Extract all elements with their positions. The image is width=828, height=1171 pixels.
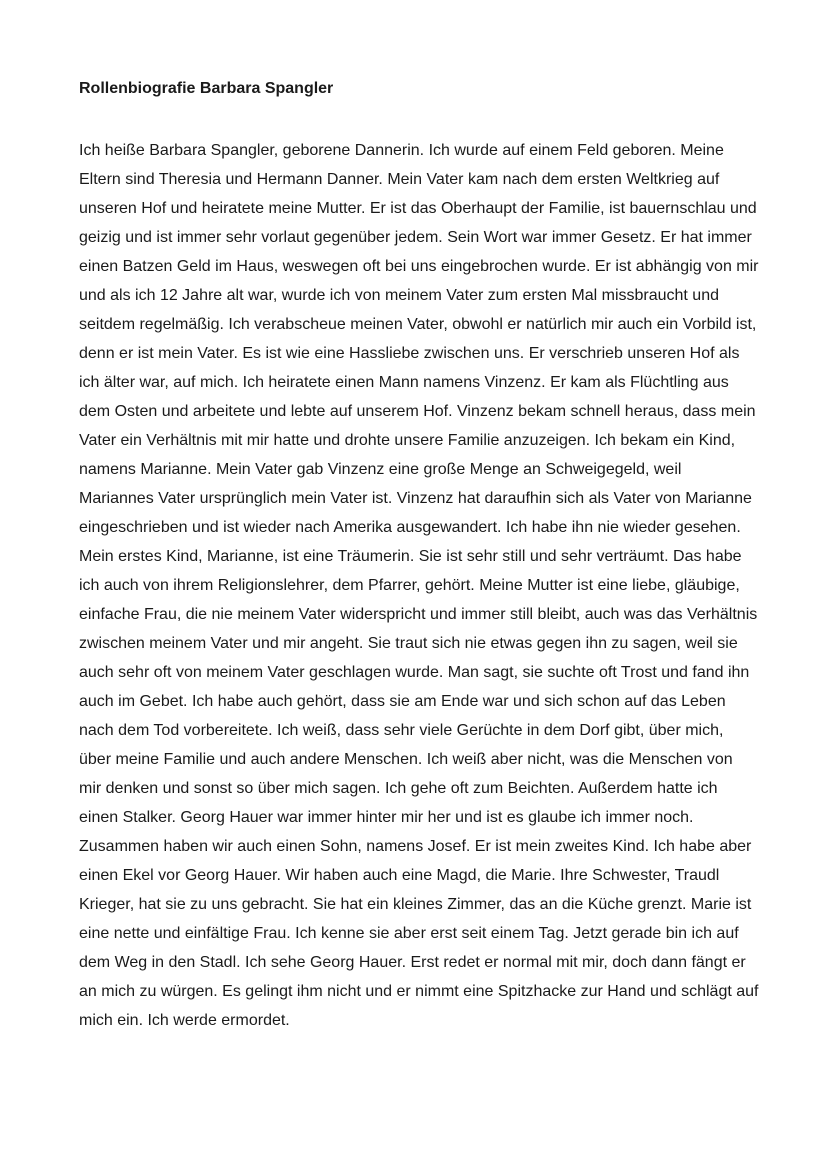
document-page <box>79 79 759 1035</box>
document-title: Rollenbiografie Barbara Spangler <box>79 80 334 97</box>
document-body: Ich heiße Barbara Spangler, geborene Dannerin. Ich wurde auf einem Feld geboren. Meine Eltern sind Theresia und Hermann Danner. Mein Vater kam nach dem ersten Weltkrieg auf unseren Hof und heiratete meine Mutter. Er ist das Oberhaupt der Familie, ist bauernschlau und geizig und ist immer sehr vorlaut gegenüber jedem. Sein Wort war immer Gesetz. Er hat immer einen Batzen Geld im Haus, weswegen oft bei uns eingebrochen wurde. Er ist abhängig von mir und als ich 12 Jahre alt war, wurde ich von meinem Vater zum ersten Mal missbraucht und seitdem regelmäßig. Ich verabscheue meinen Vater, obwohl er natürlich mir auch ein Vorbild ist, denn er ist mein Vater. Es ist wie eine Hassliebe zwischen uns. Er verschrieb unseren Hof als ich älter war, auf mich. Ich heiratete einen Mann namens Vinzenz. Er kam als Flüchtling aus dem Osten und arbeitete und lebte auf unserem Hof. Vinzenz bekam schnell heraus, dass mein Vater ein Verhältnis mit mir hatte und drohte unsere Familie anzuzeigen. Ich bekam ein Kind, namens Marianne. Mein Vater gab Vinzenz eine große Menge an Schweigegeld, weil Mariannes Vater ursprünglich mein Vater ist. Vinzenz hat daraufhin sich als Vater von Marianne eingeschrieben und ist wieder nach Amerika ausgewandert. Ich habe ihn nie wieder gesehen. Mein erstes Kind, Marianne, ist eine Träumerin. Sie ist sehr still und sehr verträumt. Das habe ich auch von ihrem Religionslehrer, dem Pfarrer, gehört. Meine Mutter ist eine liebe, gläubige, einfache Frau, die nie meinem Vater widerspricht und immer still bleibt, auch was das Verhältnis zwischen meinem Vater und mir angeht. Sie traut sich nie etwas gegen ihn zu sagen, weil sie auch sehr oft von meinem Vater geschlagen wurde. Man sagt, sie suchte oft Trost und fand ihn auch im Gebet. Ich habe auch gehört, dass sie am Ende war und sich schon auf das Leben nach dem Tod vorbereitete. Ich weiß, dass sehr viele Gerüchte in dem Dorf gibt, über mich, über meine Familie und auch andere Menschen. Ich weiß aber nicht, was die Menschen von mir denken und sonst so über mich sagen. Ich gehe oft zum Beichten. Außerdem hatte ich einen Stalker. Georg Hauer war immer hinter mir her und ist es glaube ich immer noch. Zusammen haben wir auch einen Sohn, namens Josef. Er ist mein zweites Kind. Ich habe aber einen Ekel vor Georg Hauer. Wir haben auch eine Magd, die Marie. Ihre Schwester, Traudl Krieger, hat sie zu uns gebracht. Sie hat ein kleines Zimmer, das an die Küche grenzt. Marie ist eine nette und einfältige Frau. Ich kenne sie aber erst seit einem Tag. Jetzt gerade bin ich auf dem Weg in den Stadl. Ich sehe Georg Hauer. Erst redet er normal mit mir, doch dann fängt er an mich zu würgen. Es gelingt ihm nicht und er nimmt eine Spitzhacke zur Hand und schlägt auf mich ein. Ich werde ermordet. <box>79 142 759 1029</box>
